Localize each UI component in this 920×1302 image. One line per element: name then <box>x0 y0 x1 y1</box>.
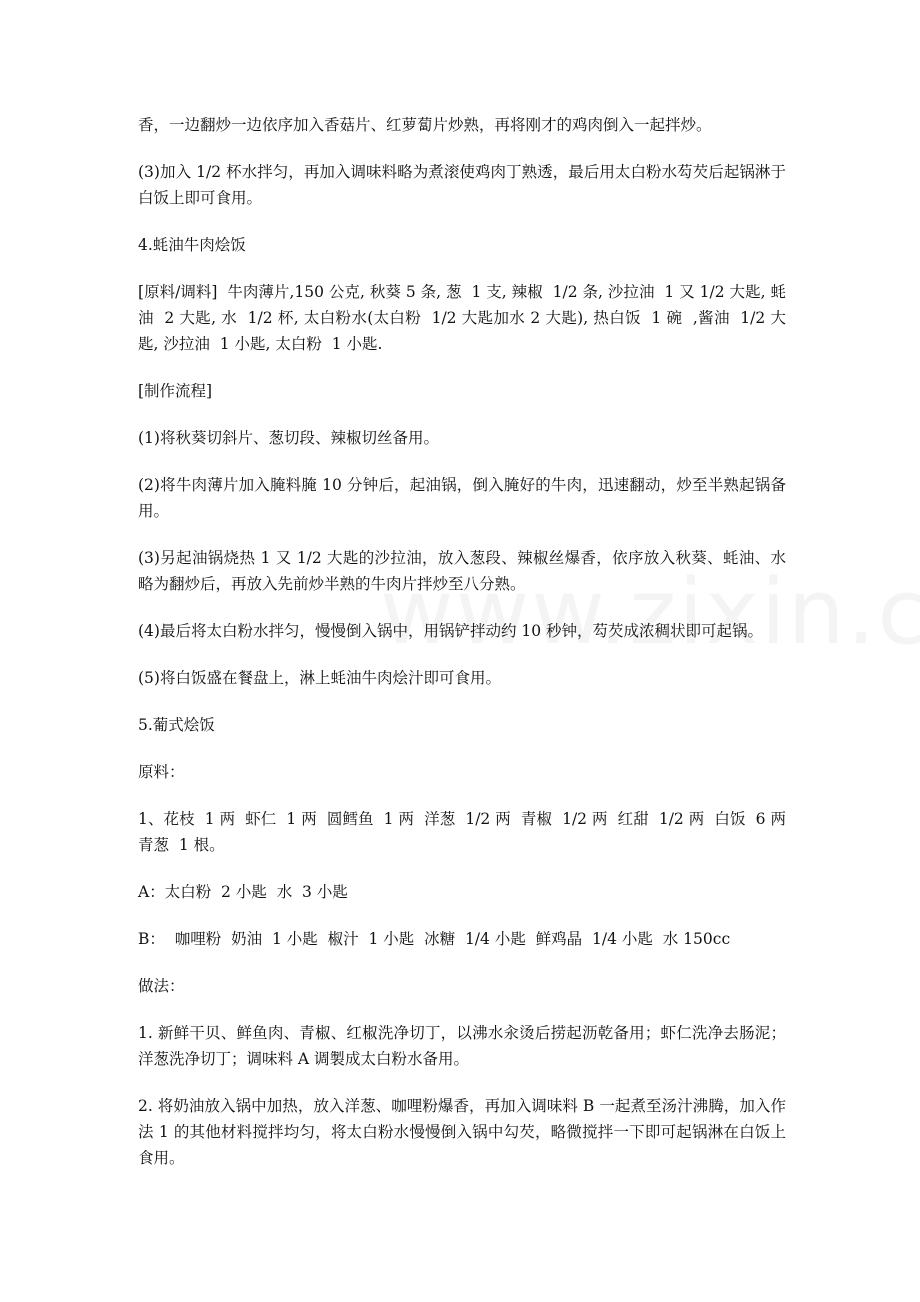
process-step-5: (5)将白饭盛在餐盘上，淋上蚝油牛肉烩汁即可食用。 <box>138 669 501 687</box>
process-step-3: (3)另起油锅烧热 1 又 1/2 大匙的沙拉油，放入葱段、辣椒丝爆香，依序放入秋葵、蚝油、水略为翻炒后，再放入先前炒半熟的牛肉片拌炒至八分熟。 <box>138 549 786 593</box>
document-body <box>138 112 796 1192</box>
ingredients-paragraph: [原料/调料] 牛肉薄片,150 公克, 秋葵 5 条, 葱 1 支, 辣椒 1/2 条, 沙拉油 1 又 1/2 大匙, 蚝油 2 大匙, 水 1/2 杯, 太白粉水(太白粉 1/2 大匙加水 2 大匙), 热白饭 1 碗 ,酱油 1/2 大匙, 沙拉油 1 小匙, 太白粉 1 小匙. <box>138 283 786 353</box>
ingredients-list: 1、花枝 1 两 虾仁 1 两 圆鳕鱼 1 两 洋葱 1/2 两 青椒 1/2 两 红甜 1/2 两 白饭 6 两 青葱 1 根。 <box>138 810 796 854</box>
method-label: 做法： <box>138 977 185 995</box>
method-step-2: 2. 将奶油放入锅中加热，放入洋葱、咖哩粉爆香，再加入调味料 B 一起煮至汤汁沸腾，加入作法 1 的其他材料搅拌均匀，将太白粉水慢慢倒入锅中勾芡，略微搅拌一下即可起锅淋在白饭上食用。 <box>138 1097 786 1167</box>
ingredients-label: 原料： <box>138 763 185 781</box>
paragraph-continuation: 香，一边翻炒一边依序加入香菇片、红萝蔔片炒熟，再将刚才的鸡肉倒入一起拌炒。 <box>138 116 712 134</box>
recipe-heading-5: 5.葡式烩饭 <box>138 716 215 734</box>
process-step-4: (4)最后将太白粉水拌匀，慢慢倒入锅中，用锅铲拌动约 10 秒钟，芶芡成浓稠状即可起锅。 <box>138 622 764 640</box>
recipe-heading-4: 4.蚝油牛肉烩饭 <box>138 236 246 254</box>
process-step-2: (2)将牛肉薄片加入腌料腌 10 分钟后，起油锅，倒入腌好的牛肉，迅速翻动，炒至半熟起锅备用。 <box>138 476 786 520</box>
process-heading: [制作流程] <box>138 382 213 400</box>
method-step-1: 1. 新鲜干贝、鲜鱼肉、青椒、红椒洗净切丁，以沸水汆烫后捞起沥乾备用；虾仁洗净去肠泥；洋葱洗净切丁；调味料 A 调製成太白粉水备用。 <box>138 1024 786 1068</box>
seasoning-b: B： 咖哩粉 奶油 1 小匙 椒汁 1 小匙 冰糖 1/4 小匙 鲜鸡晶 1/4 小匙 水 150cc <box>138 930 731 948</box>
seasoning-a: A：太白粉 2 小匙 水 3 小匙 <box>138 883 348 901</box>
process-step-1: (1)将秋葵切斜片、葱切段、辣椒切丝备用。 <box>138 429 439 447</box>
paragraph-step-3: (3)加入 1/2 杯水拌匀，再加入调味料略为煮滚使鸡肉丁熟透，最后用太白粉水芶芡后起锅淋于白饭上即可食用。 <box>138 163 786 207</box>
